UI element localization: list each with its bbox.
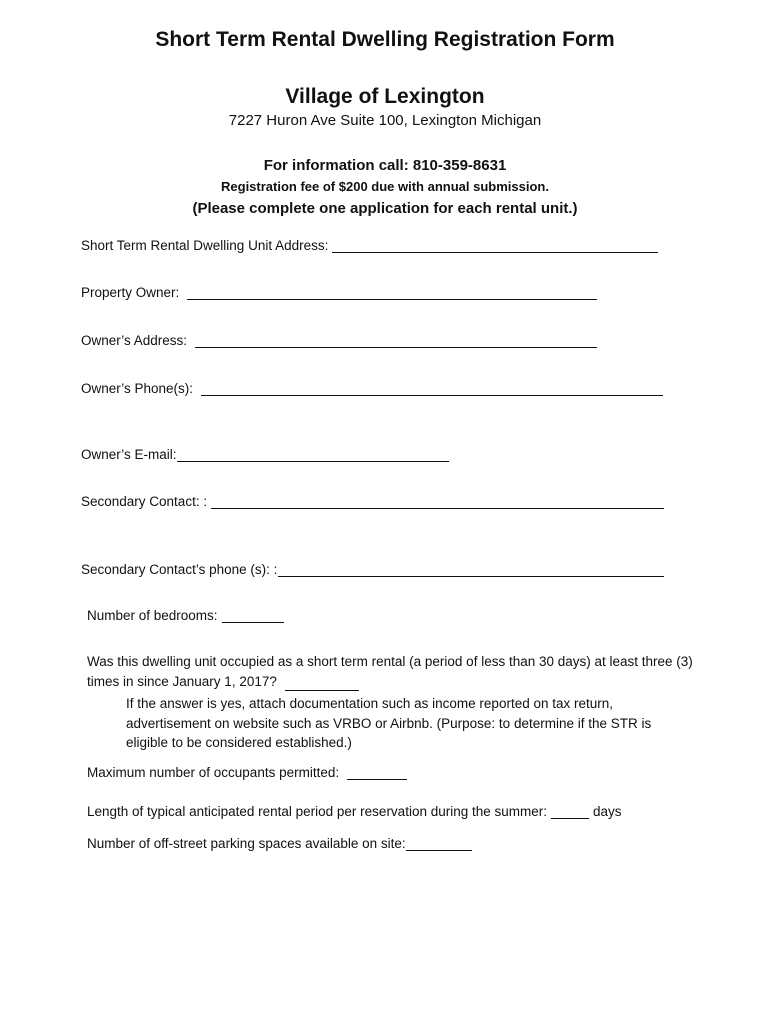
unit-address-label: Short Term Rental Dwelling Unit Address: — [81, 238, 329, 253]
max-occupants-label: Maximum number of occupants permitted: — [87, 765, 340, 780]
occupied-note-line3: eligible to be considered established.) — [126, 735, 352, 750]
owners-address-label: Owner’s Address: — [81, 333, 188, 348]
village-name: Village of Lexington — [285, 85, 485, 108]
occupied-note-line2: advertisement on website such as VRBO or Airbnb. (Purpose: to determine if the STR is — [126, 715, 652, 731]
owners-address-field — [81, 333, 597, 348]
bedrooms-label: Number of bedrooms: — [87, 608, 218, 623]
one-application-note: (Please complete one application for each rental unit.) — [192, 200, 578, 217]
occupied-question — [87, 652, 727, 691]
info-phone: For information call: 810-359-8631 — [263, 157, 507, 174]
owners-email-label: Owner’s E-mail: — [81, 447, 177, 462]
unit-address-field — [81, 238, 658, 253]
occupied-question-line2: times in since January 1, 2017? — [87, 673, 277, 689]
max-occupants-field — [87, 765, 407, 780]
owners-phone-field — [81, 381, 663, 396]
rental-period-field — [87, 804, 622, 819]
parking-label: Number of off-street parking spaces available on site: — [87, 836, 406, 851]
owners-email-field — [81, 447, 449, 462]
secondary-contact-label: Secondary Contact: : — [81, 494, 208, 509]
occupied-question-line1: Was this dwelling unit occupied as a short term rental (a period of less than 30 days) at least three (3) — [87, 654, 693, 669]
property-owner-line[interactable] — [187, 286, 597, 300]
occupied-answer-line[interactable] — [285, 676, 359, 691]
secondary-phone-label: Secondary Contact’s phone (s): : — [81, 562, 278, 577]
village-address: 7227 Huron Ave Suite 100, Lexington Michigan — [228, 112, 542, 129]
secondary-contact-line[interactable] — [211, 495, 664, 509]
secondary-phone-line[interactable] — [278, 563, 664, 577]
bedrooms-line[interactable] — [222, 609, 284, 623]
registration-fee-note: Registration fee of $200 due with annual submission. — [221, 179, 549, 194]
rental-period-unit: days — [593, 804, 622, 819]
parking-line[interactable] — [406, 837, 472, 851]
secondary-phone-field — [81, 562, 664, 577]
occupied-note — [126, 694, 726, 753]
occupied-note-line1: If the answer is yes, attach documentation such as income reported on tax return, — [126, 696, 614, 711]
rental-period-label: Length of typical anticipated rental period per reservation during the summer: — [87, 804, 548, 819]
max-occupants-line[interactable] — [347, 766, 407, 780]
owners-address-line[interactable] — [195, 334, 597, 348]
owners-email-line[interactable] — [177, 448, 449, 462]
occupied-question-line2-row — [87, 672, 727, 692]
owners-phone-label: Owner’s Phone(s): — [81, 381, 194, 396]
form-title: Short Term Rental Dwelling Registration Form — [155, 28, 615, 51]
owners-phone-line[interactable] — [201, 382, 663, 396]
unit-address-line[interactable] — [332, 239, 658, 253]
secondary-contact-field — [81, 494, 664, 509]
rental-period-line[interactable] — [551, 805, 589, 819]
property-owner-label: Property Owner: — [81, 285, 180, 300]
property-owner-field — [81, 285, 597, 300]
bedrooms-field — [87, 608, 284, 623]
parking-field — [87, 836, 472, 851]
